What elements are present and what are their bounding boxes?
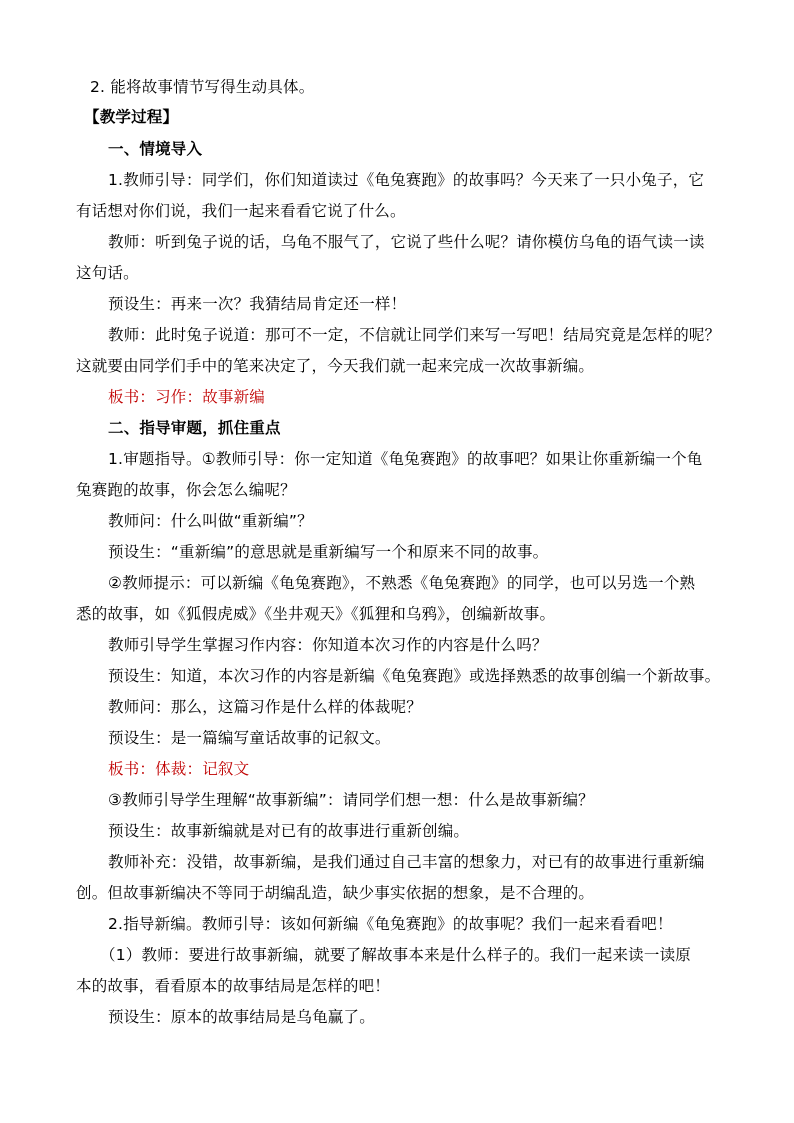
paragraph-line: 这句话。 [76, 264, 139, 282]
paragraph-line: 2.指导新编。教师引导：该如何新编《龟兔赛跑》的故事呢？我们一起来看看吧！ [108, 915, 673, 933]
paragraph-line: 有话想对你们说，我们一起来看看它说了什么。 [76, 202, 406, 220]
paragraph-line: 1.审题指导。①教师引导：你一定知道《龟兔赛跑》的故事吧？如果让你重新编一个龟 [108, 450, 703, 468]
paragraph-line: 预设生：“重新编”的意思就是重新编写一个和原来不同的故事。 [108, 543, 549, 561]
heading-situation-intro: 一、情境导入 [108, 140, 203, 158]
section-heading-teaching-process: 【教学过程】 [84, 108, 179, 126]
paragraph-line: 1.教师引导：同学们，你们知道读过《龟兔赛跑》的故事吗？今天来了一只小兔子，它 [108, 171, 705, 189]
paragraph-line: 这就要由同学们手中的笔来决定了，今天我们就一起来完成一次故事新编。 [76, 357, 595, 375]
board-note-title: 板书：习作：故事新编 [108, 388, 266, 406]
paragraph-line: 教师：听到兔子说的话，乌龟不服气了，它说了些什么呢？请你模仿乌龟的语气读一读 [108, 233, 705, 251]
paragraph-line: 教师：此时兔子说道：那可不一定，不信就让同学们来写一写吧！结局究竟是怎样的呢？ [108, 326, 721, 344]
paragraph-line: 预设生：再来一次？我猜结局肯定还一样！ [108, 295, 407, 313]
paragraph-line: 创。但故事新编决不等同于胡编乱造，缺少事实依据的想象，是不合理的。 [76, 884, 595, 902]
paragraph-line: 教师补充：没错，故事新编，是我们通过自己丰富的想象力，对已有的故事进行重新编 [108, 853, 705, 871]
paragraph-line: （1）教师：要进行故事新编，就要了解故事本来是什么样子的。我们一起来读一读原 [100, 946, 691, 964]
paragraph-line: 教师问：什么叫做“重新编”？ [108, 512, 313, 530]
paragraph-line: 教师问：那么，这篇习作是什么样的体裁呢？ [108, 698, 423, 716]
objective-2: 2. 能将故事情节写得生动具体。 [90, 78, 315, 96]
paragraph-line: 预设生：是一篇编写童话故事的记叙文。 [108, 729, 391, 747]
paragraph-line: 悉的故事，如《狐假虎威》《坐井观天》《狐狸和乌鸦》，创编新故事。 [76, 605, 556, 623]
paragraph-line: 兔赛跑的故事，你会怎么编呢？ [76, 481, 296, 499]
paragraph-line: ②教师提示：可以新编《龟兔赛跑》，不熟悉《龟兔赛跑》的同学，也可以另选一个熟 [108, 574, 696, 592]
paragraph-line: 本的故事，看看原本的故事结局是怎样的吧！ [76, 977, 391, 995]
paragraph-line: ③教师引导学生理解“故事新编”：请同学们想一想：什么是故事新编？ [108, 791, 594, 809]
board-note-genre: 板书：体裁：记叙文 [108, 760, 250, 778]
paragraph-line: 预设生：原本的故事结局是乌龟赢了。 [108, 1008, 375, 1026]
paragraph-line: 预设生：知道，本次习作的内容是新编《龟兔赛跑》或选择熟悉的故事创编一个新故事。 [108, 667, 721, 685]
heading-guide-topic: 二、指导审题，抓住重点 [108, 419, 281, 437]
paragraph-line: 预设生：故事新编就是对已有的故事进行重新创编。 [108, 822, 470, 840]
paragraph-line: 教师引导学生掌握习作内容：你知道本次习作的内容是什么吗？ [108, 636, 548, 654]
